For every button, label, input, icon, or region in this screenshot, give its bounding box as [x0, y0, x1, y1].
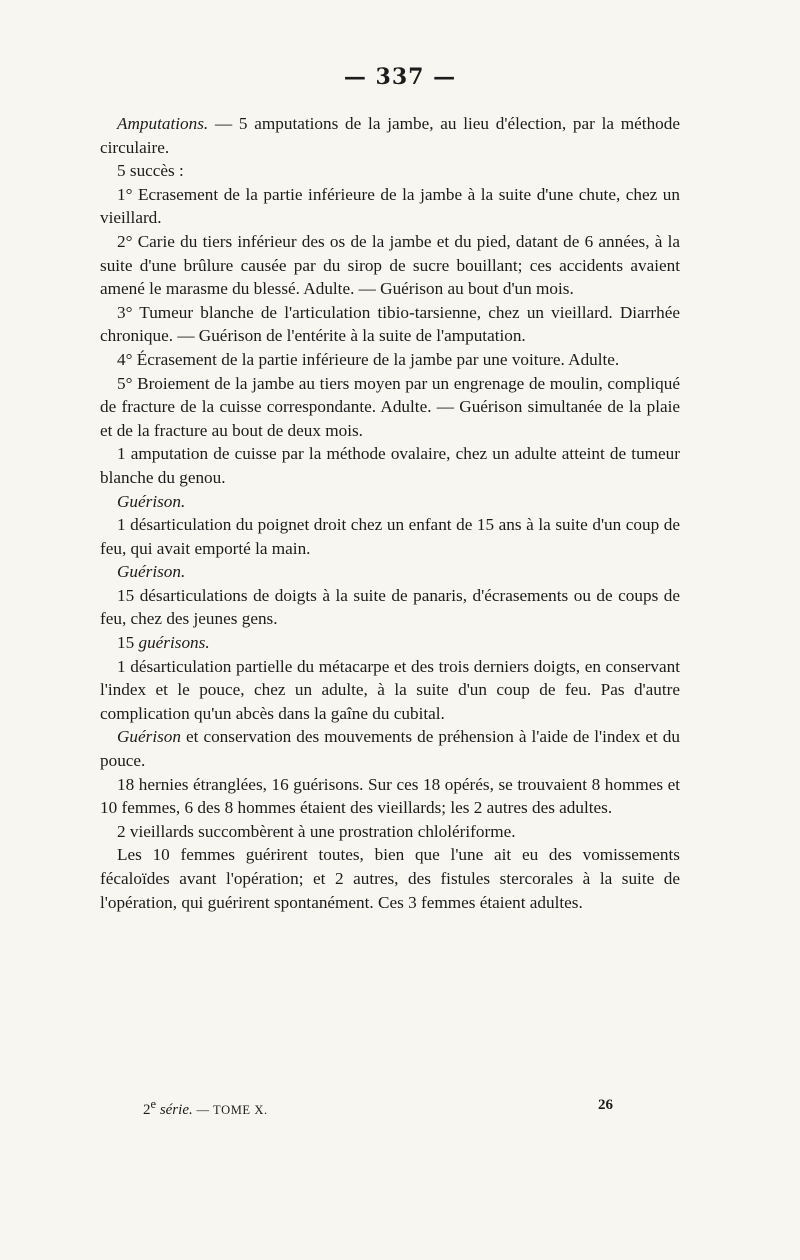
section-heading: Amputations.: [117, 114, 209, 133]
paragraph: 2° Carie du tiers inférieur des os de la jambe et du pied, datant de 6 années, à la suite d'une brûlure causée par du sirop de sucre bouillant; ces accidents avaient amené le marasme du blessé. Adulte. — Guérison au bout d'un mois.: [100, 231, 680, 299]
body-text: [100, 112, 680, 914]
paragraph: 1 désarticulation du poignet droit chez un enfant de 15 ans à la suite d'un coup de feu, qui avait emporté la main.: [100, 515, 680, 558]
paragraph: 3° Tumeur blanche de l'articulation tibio-tarsienne, chez un vieillard. Diarrhée chronique. — Guérison de l'entérite à la suite de l'amputation.: [100, 302, 680, 346]
paragraph: 2 vieillards succombèrent à une prostration chlolériforme.: [117, 821, 516, 841]
signature-mark: 26: [598, 1097, 613, 1113]
paragraph: Guérison.: [117, 491, 186, 511]
paragraph: 18 hernies étranglées, 16 guérisons. Sur ces 18 opérés, se trouvaient 8 hommes et 10 femmes, 6 des 8 hommes étaient des vieillards; les 2 autres des adultes.: [100, 774, 680, 818]
paragraph: 1 amputation de cuisse par la méthode ovalaire, chez un adulte atteint de tumeur blanche du genou.: [100, 444, 680, 487]
page-number: — 337 —: [343, 64, 457, 90]
paragraph: Amputations. — 5 amputations de la jambe, au lieu d'élection, par la méthode circulaire.: [100, 114, 680, 157]
paragraph: Les 10 femmes guérirent toutes, bien que l'une ait eu des vomissements fécaloïdes avant l'opération; et 2 autres, des fistules stercorales à la suite de l'opération, qui guérirent spontanément. Ces 3 femmes étaient adultes.: [100, 845, 680, 912]
paragraph: 5 succès :: [117, 161, 184, 181]
paragraph: Guérison.: [117, 562, 186, 582]
paragraph: Guérison et conservation des mouvements de préhension à l'aide de l'index et du pouce.: [100, 727, 680, 771]
paragraph: 15 guérisons.: [117, 633, 210, 653]
paragraph: 1° Ecrasement de la partie inférieure de la jambe à la suite d'une chute, chez un vieillard.: [100, 184, 680, 228]
series-tome: 2e série. — TOME X.: [143, 1097, 268, 1118]
paragraph: 5° Broiement de la jambe au tiers moyen par un engrenage de moulin, compliqué de fracture de la cuisse correspondante. Adulte. — Guérison simultanée de la plaie et de la fracture au bout de deux mois.: [100, 373, 680, 440]
paragraph: 15 désarticulations de doigts à la suite de panaris, d'écrasements ou de coups de feu, chez des jeunes gens.: [100, 585, 680, 629]
paragraph: 1 désarticulation partielle du métacarpe et des trois derniers doigts, en conservant l'index et le pouce, chez un adulte, à la suite d'un coup de feu. Pas d'autre complication qu'un abcès dans la gaîne du cubital.: [100, 656, 680, 723]
paragraph: 4° Écrasement de la partie inférieure de la jambe par une voiture. Adulte.: [117, 349, 620, 369]
